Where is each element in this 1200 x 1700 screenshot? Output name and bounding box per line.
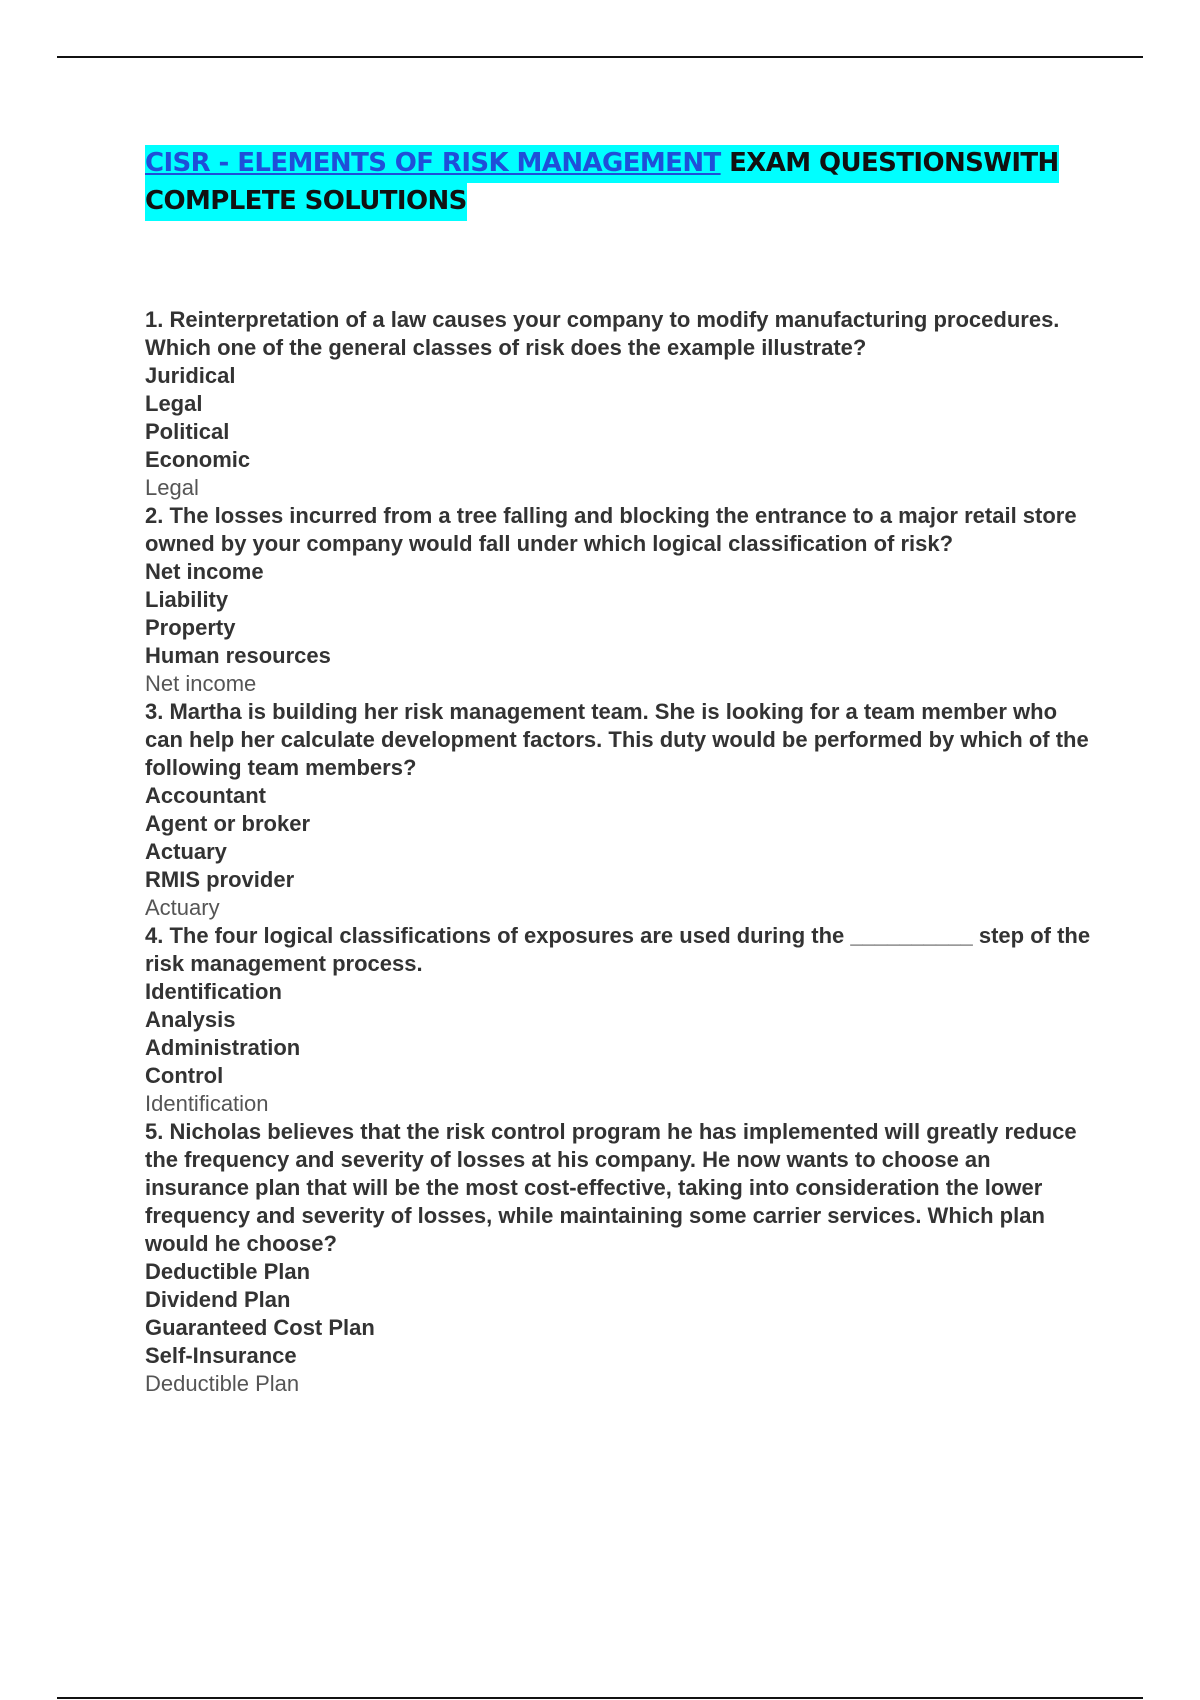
answer-option: Human resources: [145, 643, 331, 668]
answer-option: Political: [145, 419, 230, 444]
answer-option: Agent or broker: [145, 811, 311, 836]
correct-answer: Actuary: [145, 895, 220, 920]
answer-option: Accountant: [145, 783, 266, 808]
title-text-line1: EXAM QUESTIONSWITH: [720, 148, 1059, 178]
answer-option: Actuary: [145, 839, 227, 864]
question-list: [145, 306, 1095, 1398]
top-rule: [57, 56, 1143, 58]
answer-option: Liability: [145, 587, 229, 612]
question-block-3: [145, 698, 1095, 922]
correct-answer: Net income: [145, 671, 257, 696]
answer-option: Dividend Plan: [145, 1287, 291, 1312]
question-block-1: [145, 306, 1095, 502]
question-block-5: [145, 1118, 1095, 1398]
correct-answer: Deductible Plan: [145, 1371, 300, 1396]
answer-option: Guaranteed Cost Plan: [145, 1315, 375, 1340]
title-link[interactable]: CISR - ELEMENTS OF RISK MANAGEMENT: [145, 148, 721, 178]
answer-option: Identification: [145, 979, 282, 1004]
answer-option: Legal: [145, 391, 203, 416]
title-highlight-line2: COMPLETE SOLUTIONS: [145, 183, 467, 221]
correct-answer: Legal: [145, 475, 199, 500]
answer-option: Economic: [145, 447, 251, 472]
question-block-4: [145, 922, 1095, 1118]
answer-option: Net income: [145, 559, 264, 584]
question-block-2: [145, 502, 1095, 698]
bottom-rule: [57, 1697, 1143, 1699]
question-text: 1. Reinterpretation of a law causes your company to modify manufacturing procedures. Which one of the general classes of risk does the example illustrate?: [145, 307, 1060, 360]
question-text: 2. The losses incurred from a tree falling and blocking the entrance to a major retail store owned by your company would fall under which logical classification of risk?: [145, 503, 1077, 556]
title-highlight-line1: [145, 145, 1059, 183]
question-text: 5. Nicholas believes that the risk control program he has implemented will greatly reduce the frequency and severity of losses at his company. He now wants to choose an insurance plan that will be the most cost-effective, taking into consideration the lower frequency and severity of losses, while maintaining some carrier services. Which plan would he choose?: [145, 1119, 1077, 1256]
answer-option: RMIS provider: [145, 867, 295, 892]
answer-option: Control: [145, 1063, 224, 1088]
answer-option: Administration: [145, 1035, 301, 1060]
answer-option: Deductible Plan: [145, 1259, 311, 1284]
answer-option: Self-Insurance: [145, 1343, 297, 1368]
correct-answer: Identification: [145, 1091, 269, 1116]
answer-option: Analysis: [145, 1007, 236, 1032]
answer-option: Juridical: [145, 363, 236, 388]
question-text: 4. The four logical classifications of exposures are used during the __________ step of the risk management process.: [145, 923, 1091, 976]
answer-option: Property: [145, 615, 236, 640]
document-title: [145, 144, 1145, 220]
question-text: 3. Martha is building her risk management team. She is looking for a team member who can help her calculate development factors. This duty would be performed by which of the following team members?: [145, 699, 1089, 780]
